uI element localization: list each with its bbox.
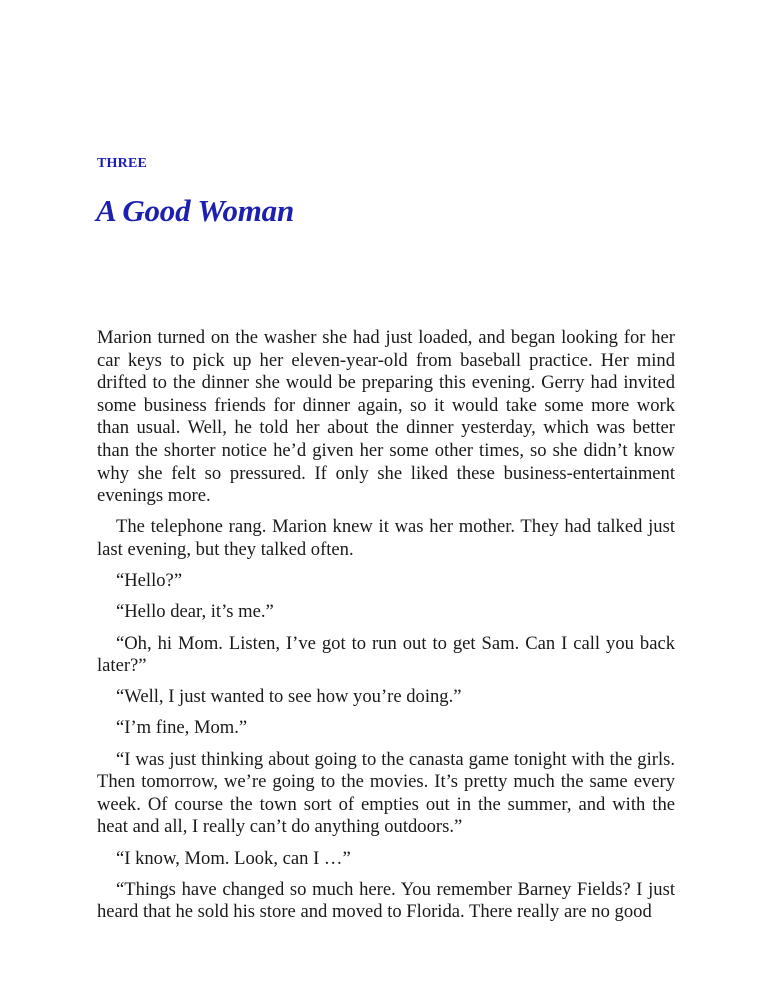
- dialogue-line: “Things have changed so much here. You remember Barney Fields? I just heard that he sold his store and moved to Florida. There really are no good: [97, 878, 675, 923]
- paragraph-opening: Marion turned on the washer she had just loaded, and began looking for her car keys to pick up her eleven-year-old from baseball practice. Her mind drifted to the dinner she would be preparing this evening. Gerry had invited some business friends for dinner again, so it would take some more work than usual. Well, he told her about the dinner yesterday, which was better than the shorter notice he’d given her some other times, so she didn’t know why she felt so pressured. If only she liked these business-entertainment evenings more.: [97, 327, 675, 507]
- dialogue-line: “Hello dear, it’s me.”: [116, 601, 274, 623]
- dialogue-line: “I know, Mom. Look, can I …”: [116, 847, 351, 869]
- chapter-title: A Good Woman: [96, 193, 295, 228]
- dialogue-line: “Oh, hi Mom. Listen, I’ve got to run out to get Sam. Can I call you back later?”: [97, 632, 675, 677]
- dialogue-line: “Hello?”: [116, 570, 183, 592]
- paragraph: The telephone rang. Marion knew it was her mother. They had talked just last evening, but they talked often.: [97, 516, 675, 560]
- chapter-number: THREE: [97, 156, 148, 171]
- dialogue-line: “I was just thinking about going to the canasta game tonight with the girls. Then tomorrow, we’re going to the movies. It’s pretty much the same every week. Of course the town sort of empties out in the summer, and with the heat and all, I really can’t do anything outdoors.”: [97, 748, 675, 838]
- chapter-body: [97, 327, 675, 933]
- dialogue-line: “I’m fine, Mom.”: [116, 717, 248, 739]
- dialogue-line: “Well, I just wanted to see how you’re doing.”: [116, 686, 462, 708]
